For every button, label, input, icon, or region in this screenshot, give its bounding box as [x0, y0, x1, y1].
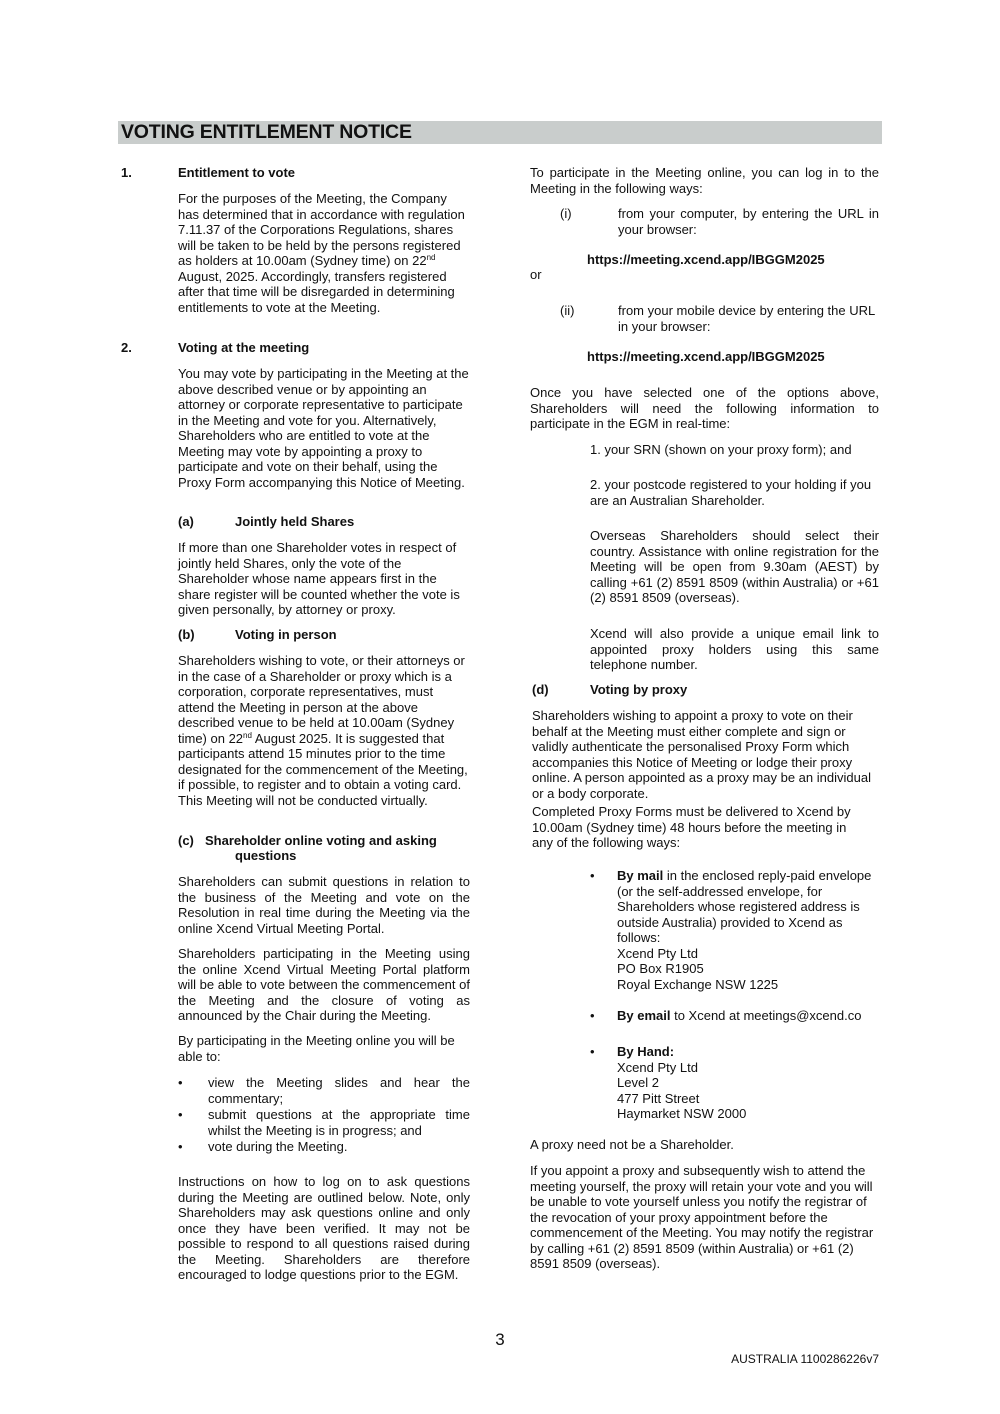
paragraph: Overseas Shareholders should select their country. Assistance with online registration for the Meeting will be open from 9.30am (AEST) by calling +61 (2) 8591 8509 (within Australia) or +61 (2) 8591 8509 (overseas).	[590, 528, 879, 605]
delivery-by-email	[617, 1008, 879, 1024]
bullet-icon: •	[590, 868, 595, 883]
subsection-heading: Voting by proxy	[590, 682, 688, 697]
list-item	[178, 1107, 470, 1138]
bullet-icon: •	[178, 1075, 183, 1090]
info-item: 2. your postcode registered to your holding if you are an Australian Shareholder.	[590, 477, 872, 508]
address-line: Xcend Pty Ltd	[617, 945, 698, 961]
address-line: Royal Exchange NSW 1225	[617, 976, 779, 992]
list-item-text: submit questions at the appropriate time whilst the Meeting is in progress; and	[208, 1107, 470, 1138]
superscript: nd	[243, 730, 252, 740]
paragraph: Shareholders wishing to appoint a proxy to vote on their behalf at the Meeting must either complete and sign or validly authenticate the personalised Proxy Form which accompanies this Notice of Meeting or lodge their proxy online. A person appointed as a proxy may be an individual or a body corporate.	[532, 708, 871, 801]
info-item: 1. your SRN (shown on your proxy form); and	[590, 442, 852, 457]
paragraph: Shareholders can submit questions in relation to the business of the Meeting and vote on the Resolution in real time during the Meeting via the online Xcend Virtual Meeting Portal.	[178, 874, 470, 936]
bullet-icon: •	[590, 1008, 595, 1023]
bullet-icon: •	[590, 1044, 595, 1059]
subsection-heading-cont: questions	[235, 848, 297, 863]
option-text: from your computer, by entering the URL in your browser:	[618, 206, 879, 237]
section-number: 1.	[121, 165, 132, 180]
text: to Xcend at meetings@xcend.co	[670, 1008, 862, 1023]
bullet-list	[178, 1075, 470, 1155]
meeting-url-link[interactable]: https://meeting.xcend.app/IBGGM2025	[587, 252, 825, 267]
paragraph: By participating in the Meeting online you will be able to:	[178, 1033, 455, 1064]
subsection-heading: Jointly held Shares	[235, 514, 355, 529]
list-item-text: vote during the Meeting.	[208, 1139, 348, 1154]
delivery-by-hand	[617, 1044, 879, 1122]
section-heading: Entitlement to vote	[178, 165, 296, 180]
page-title: VOTING ENTITLEMENT NOTICE	[121, 121, 412, 143]
text: August 2025. It is suggested that participants attend 15 minutes prior to the time designated for the commencement of the Meeting, if possible, to register and to obtain a voting card. This Meeting will not be conducted virtually.	[178, 730, 468, 808]
paragraph	[178, 653, 470, 808]
option-number: (i)	[560, 206, 572, 221]
superscript: nd	[426, 253, 436, 262]
list-item-text: view the Meeting slides and hear the commentary;	[208, 1075, 470, 1106]
bullet-icon: •	[178, 1107, 183, 1122]
address-line: PO Box R1905	[617, 961, 704, 976]
label: By mail	[617, 868, 664, 883]
option-text: from your mobile device by entering the URL in your browser:	[618, 303, 875, 334]
list-item	[178, 1075, 470, 1106]
text: For the purposes of the Meeting, the Company has determined that in accordance with regulation 7.11.37 of the Corporations Regulations, shares will be taken to be held by the persons registered as holders at 10.00am (Sydney time) on 22	[178, 191, 465, 268]
paragraph: Xcend will also provide a unique email link to appointed proxy holders using this same telephone number.	[590, 626, 879, 672]
subsection-number: (d)	[532, 682, 549, 697]
paragraph: Instructions on how to log on to ask questions during the Meeting are outlined below. Note, only Shareholders may ask questions online and only once they have been verified. It may not be possible to respond to all questions raised during the Meeting. Shareholders are therefore encouraged to lodge questions prior to the EGM.	[178, 1174, 470, 1282]
paragraph: Once you have selected one of the options above, Shareholders will need the following information to participate in the EGM in real-time:	[530, 385, 879, 431]
subsection-number: (c)	[178, 833, 194, 848]
paragraph: If more than one Shareholder votes in respect of jointly held Shares, only the vote of the Shareholder whose name appears first in the share register will be counted whether the vote is given personally, by attorney or proxy.	[178, 540, 460, 617]
subsection-heading: Voting in person	[235, 627, 337, 642]
document-reference: AUSTRALIA 1100286226v7	[731, 1352, 879, 1366]
list-item	[178, 1139, 470, 1155]
section-number: 2.	[121, 340, 132, 355]
subsection-heading: Shareholder online voting and asking	[205, 833, 437, 848]
text: in the enclosed reply-paid envelope (or the self-addressed envelope, for Shareholders whose registered address is outside Australia) provided to Xcend as follows:	[617, 868, 872, 945]
section-heading: Voting at the meeting	[178, 340, 310, 355]
paragraph: You may vote by participating in the Meeting at the above described venue or by appointing an attorney or corporate representative to participate in the Meeting and vote for you. Alternatively, Shareholders who are entitled to vote at the Meeting may vote by appointing a proxy to participate and vote on their behalf, using the Proxy Form accompanying this Notice of Meeting.	[178, 366, 469, 490]
address-line: Xcend Pty Ltd	[617, 1059, 698, 1075]
address-line: 477 Pitt Street	[617, 1090, 700, 1106]
paragraph: To participate in the Meeting online, you can log in to the Meeting in the following ways:	[530, 165, 879, 196]
label: By Hand:	[617, 1044, 675, 1059]
paragraph: If you appoint a proxy and subsequently wish to attend the meeting yourself, the proxy will retain your vote and you will be unable to vote yourself unless you notify the registrar of the revocation of your proxy appointment before the commencement of the Meeting. You may notify the registrar by calling +61 (2) 8591 8509 (within Australia) or +61 (2) 8591 8509 (overseas).	[530, 1163, 874, 1271]
option-number: (ii)	[560, 303, 575, 318]
paragraph: Shareholders participating in the Meeting using the online Xcend Virtual Meeting Portal platform will be able to vote between the commencement of the Meeting and the closure of voting as announced by the Chair during the Meeting.	[178, 946, 470, 1023]
paragraph: A proxy need not be a Shareholder.	[530, 1137, 734, 1152]
label: By email	[617, 1008, 671, 1023]
meeting-url-link[interactable]: https://meeting.xcend.app/IBGGM2025	[587, 349, 825, 364]
paragraph	[178, 191, 470, 315]
subsection-number: (b)	[178, 627, 195, 642]
text: August, 2025. Accordingly, transfers registered after that time will be disregarded in determining entitlements to vote at the Meeting.	[178, 268, 455, 315]
text: Shareholders wishing to vote, or their attorneys or in the case of a Shareholder or proxy which is a corporation, corporate representatives, must attend the Meeting in person at the above described venue to be held at 10.00am (Sydney time) on 22	[178, 653, 465, 746]
bullet-icon: •	[178, 1139, 183, 1154]
address-line: Haymarket NSW 2000	[617, 1106, 747, 1121]
subsection-number: (a)	[178, 514, 194, 529]
paragraph: Completed Proxy Forms must be delivered to Xcend by 10.00am (Sydney time) 48 hours before the meeting in any of the following ways:	[532, 804, 851, 850]
address-line: Level 2	[617, 1075, 659, 1090]
delivery-by-mail	[617, 868, 879, 992]
page-number: 3	[495, 1330, 505, 1349]
or-text: or	[530, 267, 542, 282]
